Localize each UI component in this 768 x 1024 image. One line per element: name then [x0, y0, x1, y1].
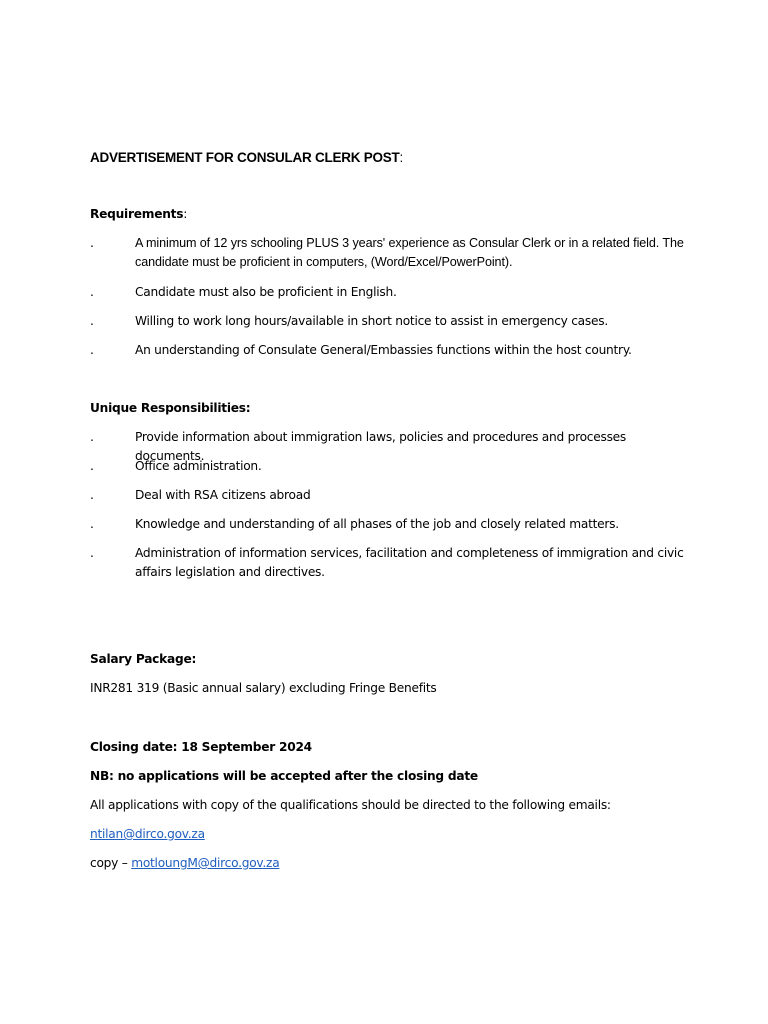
responsibility-text: Deal with RSA citizens abroad [135, 488, 311, 502]
closing-date: Closing date: 18 September 2024 [90, 740, 312, 754]
requirements-heading-colon: : [183, 207, 188, 221]
requirement-text: Candidate must also be proficient in English. [135, 285, 397, 299]
requirements-heading [90, 205, 187, 224]
salary-heading: Salary Package: [90, 652, 197, 666]
requirement-text: A minimum of 12 yrs schooling PLUS 3 years' experience as Consular Clerk or in a related field. The candidate must be proficient in computers, (Word/Excel/PowerPoint). [135, 236, 684, 269]
bullet-marker: . [90, 459, 94, 473]
copy-email-line [90, 854, 279, 873]
copy-prefix: copy – [90, 856, 132, 870]
responsibility-text: Provide information about immigration laws, policies and procedures and processes documents. [135, 430, 627, 463]
requirements-heading-text: Requirements [90, 207, 184, 221]
title-text: ADVERTISEMENT FOR CONSULAR CLERK POST [90, 150, 400, 165]
responsibility-text: Knowledge and understanding of all phases of the job and closely related matters. [135, 517, 619, 531]
responsibility-text: Office administration. [135, 459, 262, 473]
copy-email-link[interactable]: motloungM@dirco.gov.za [131, 856, 280, 870]
bullet-marker: . [90, 285, 94, 299]
requirement-text: An understanding of Consulate General/Embassies functions within the host country. [135, 343, 632, 357]
responsibility-text: Administration of information services, facilitation and completeness of immigration and civic affairs legislation and directives. [135, 546, 684, 579]
applications-instructions: All applications with copy of the qualifications should be directed to the following emails: [90, 798, 611, 812]
primary-email-line [90, 825, 205, 844]
bullet-marker: . [90, 430, 94, 444]
primary-email-link[interactable]: ntilan@dirco.gov.za [90, 827, 205, 841]
nb-notice: NB: no applications will be accepted after the closing date [90, 769, 478, 783]
salary-text: INR281 319 (Basic annual salary) excluding Fringe Benefits [90, 681, 437, 695]
bullet-marker: . [90, 314, 94, 328]
bullet-marker: . [90, 546, 94, 560]
bullet-marker: . [90, 517, 94, 531]
bullet-marker: . [90, 343, 94, 357]
requirement-text: Willing to work long hours/available in short notice to assist in emergency cases. [135, 314, 608, 328]
title-colon: : [399, 150, 404, 165]
responsibilities-heading: Unique Responsibilities: [90, 401, 251, 415]
document-title [90, 148, 403, 167]
bullet-marker: . [90, 236, 94, 250]
bullet-marker: . [90, 488, 94, 502]
